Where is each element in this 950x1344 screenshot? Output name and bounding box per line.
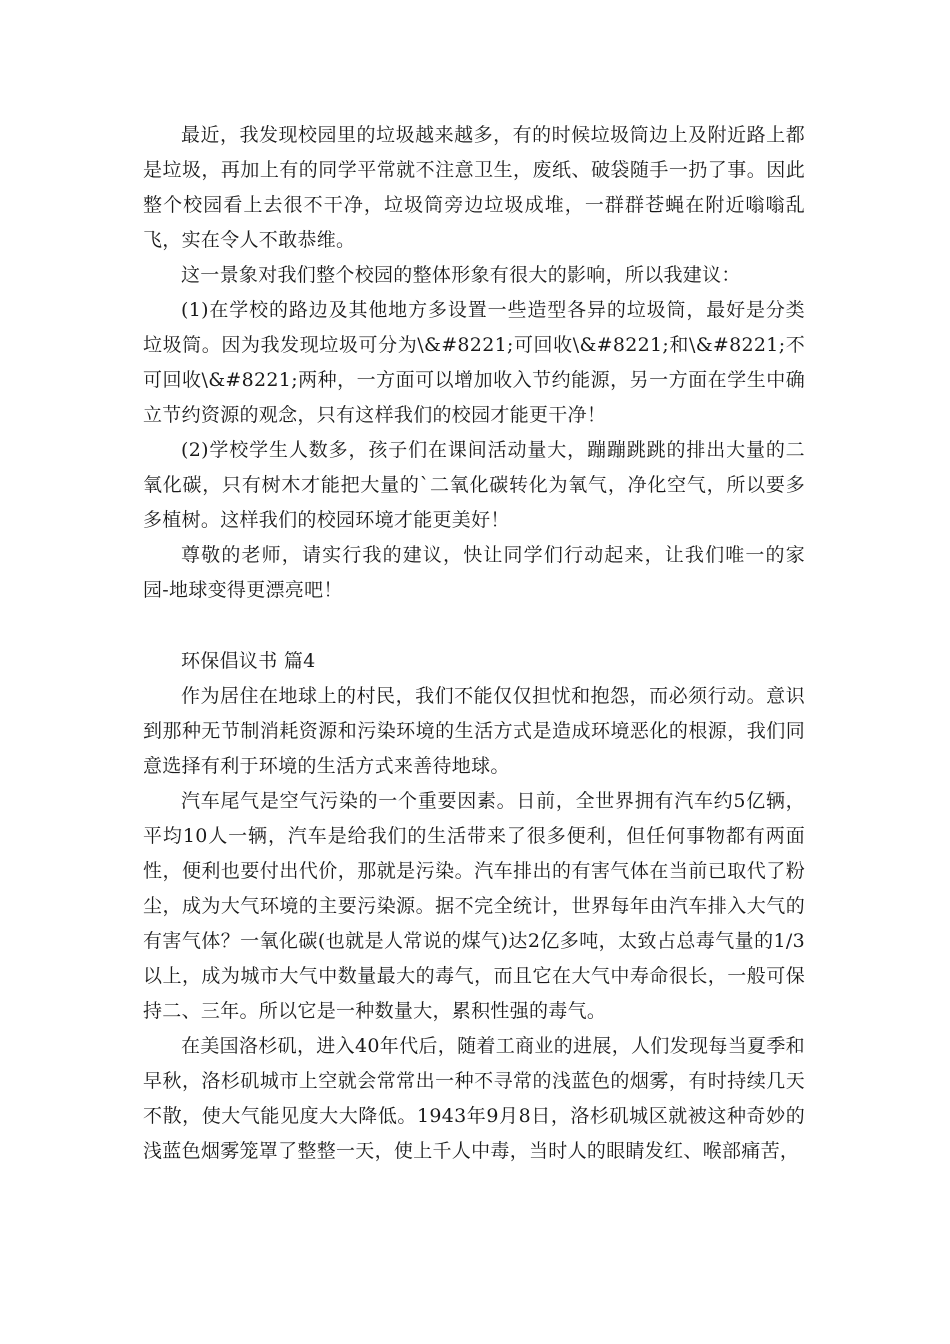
paragraph-los-angeles-smog: 在美国洛杉矶，进入40年代后，随着工商业的进展，人们发现每当夏季和早秋，洛杉矶城市上空就会常常出一种不寻常的浅蓝色的烟雾，有时持续几天不散，使大气能见度大大降低。1943年9月8日，洛杉矶城区就被这种奇妙的浅蓝色烟雾笼罩了整整一天，使上千人中毒，当时人的眼睛发红、喉部痛苦， bbox=[143, 1035, 805, 1162]
paragraph-car-exhaust: 汽车尾气是空气污染的一个重要因素。日前，全世界拥有汽车约5亿辆，平均10人一辆，汽车是给我们的生活带来了很多便利，但任何事物都有两面性，便利也要付出代价，那就是污染。汽车排出的有害气体在当前已取代了粉尘，成为大气环境的主要污染源。据不完全统计，世界每年由汽车排入大气的有害气体？一氧化碳(也就是人常说的煤气)达2亿多吨，太致占总毒气量的1/3以上，成为城市大气中数量最大的毒气，而且它在大气中寿命很长，一般可保持二、三年。所以它是一种数量大，累积性强的毒气。 bbox=[143, 790, 805, 1022]
paragraph-suggestion-intro: 这一景象对我们整个校园的整体形象有很大的影响，所以我建议： bbox=[181, 264, 741, 286]
section-heading: 环保倡议书 篇4 bbox=[181, 650, 316, 672]
paragraph-litter-observation: 最近，我发现校园里的垃圾越来越多，有的时候垃圾筒边上及附近路上都是垃圾，再加上有的同学平常就不注意卫生，废纸、破袋随手一扔了事。因此整个校园看上去很不干净，垃圾筒旁边垃圾成堆，一群群苍蝇在附近嗡嗡乱飞，实在令人不敢恭维。 bbox=[143, 124, 805, 251]
paragraph-closing-appeal: 尊敬的老师，请实行我的建议，快让同学们行动起来，让我们唯一的家园-地球变得更漂亮吧！ bbox=[143, 544, 805, 601]
paragraph-suggestion-1: (1)在学校的路边及其他地方多设置一些造型各异的垃圾筒，最好是分类垃圾筒。因为我发现垃圾可分为\&#8221;可回收\&#8221;和\&#8221;不可回收\&#8221;两种，一方面可以增加收入节约能源，另一方面在学生中确立节约资源的观念，只有这样我们的校园才能更干净！ bbox=[143, 299, 805, 426]
paragraph-suggestion-2: (2)学校学生人数多，孩子们在课间活动量大，蹦蹦跳跳的排出大量的二氧化碳，只有树木才能把大量的`二氧化碳转化为氧气，净化空气，所以要多多植树。这样我们的校园环境才能更美好！ bbox=[143, 439, 805, 531]
paragraph-villagers-action: 作为居住在地球上的村民，我们不能仅仅担忧和抱怨，而必须行动。意识到那种无节制消耗资源和污染环境的生活方式是造成环境恶化的根源，我们同意选择有利于环境的生活方式来善待地球。 bbox=[143, 685, 805, 777]
document-body bbox=[143, 118, 805, 1169]
